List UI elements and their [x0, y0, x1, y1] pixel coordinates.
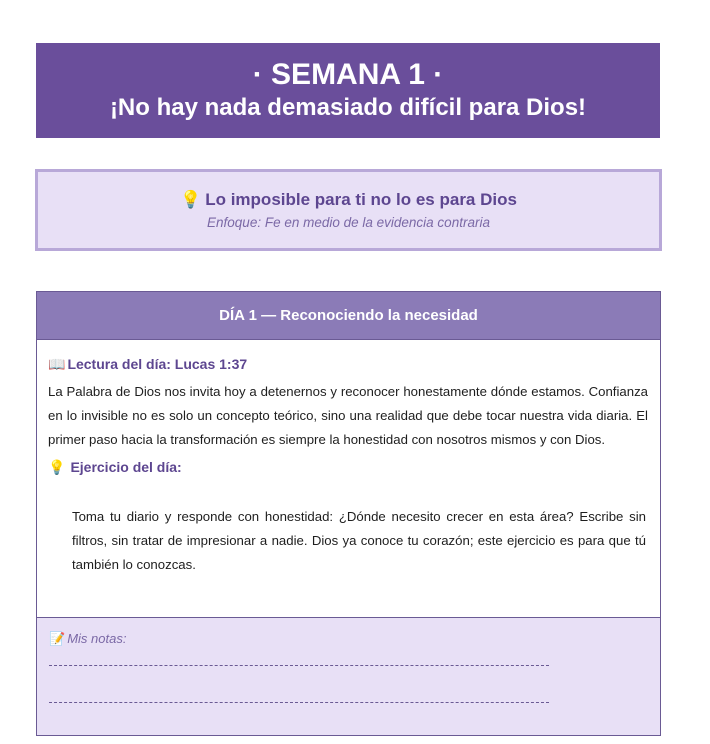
- exercise-title: Ejercicio del día:: [70, 459, 182, 475]
- notes-label-row: [49, 630, 648, 648]
- note-writing-line[interactable]: [49, 665, 549, 666]
- reading-text: La Palabra de Dios nos invita hoy a detenernos y reconocer honestamente dónde estamos. Confianza en lo invisible no es solo un concepto teórico, sino una realidad que debe tocar nuestra vida diaria. El primer paso hacia la transformación es siempre la honestidad con nosotros mismos y con Dios.: [48, 384, 648, 447]
- exercise-title-row: [48, 457, 648, 477]
- lightbulb-icon: 💡: [48, 459, 66, 475]
- week-subtitle: ¡No hay nada demasiado difícil para Dios!: [109, 94, 587, 121]
- theme-title: Lo imposible para ti no lo es para Dios: [205, 190, 517, 209]
- day-body: [37, 340, 660, 577]
- reading-title: Lectura del día: Lucas 1:37: [67, 356, 248, 372]
- day-header: DÍA 1 — Reconociendo la necesidad: [37, 292, 660, 340]
- open-book-icon: 📖: [48, 356, 66, 372]
- week-title: · SEMANA 1 ·: [252, 58, 444, 91]
- note-writing-line[interactable]: [49, 702, 549, 703]
- day-card: [36, 291, 661, 736]
- theme-focus: Enfoque: Fe en medio de la evidencia contraria: [207, 215, 490, 230]
- theme-title-row: [38, 189, 659, 211]
- exercise-text: Toma tu diario y responde con honestidad: ¿Dónde necesito crecer en esta área? Escribe sin filtros, sin tratar de impresionar a nadie. Dios ya conoce tu corazón; este ejercicio es para que tú también lo conozcas.: [72, 509, 646, 572]
- reading-title-row: [48, 354, 648, 374]
- week-banner: [36, 43, 660, 138]
- pencil-icon: 📝: [49, 631, 66, 646]
- theme-box: [35, 169, 662, 251]
- notes-label: Mis notas:: [67, 631, 127, 646]
- notes-section: [37, 617, 660, 735]
- lightbulb-icon: 💡: [180, 190, 202, 209]
